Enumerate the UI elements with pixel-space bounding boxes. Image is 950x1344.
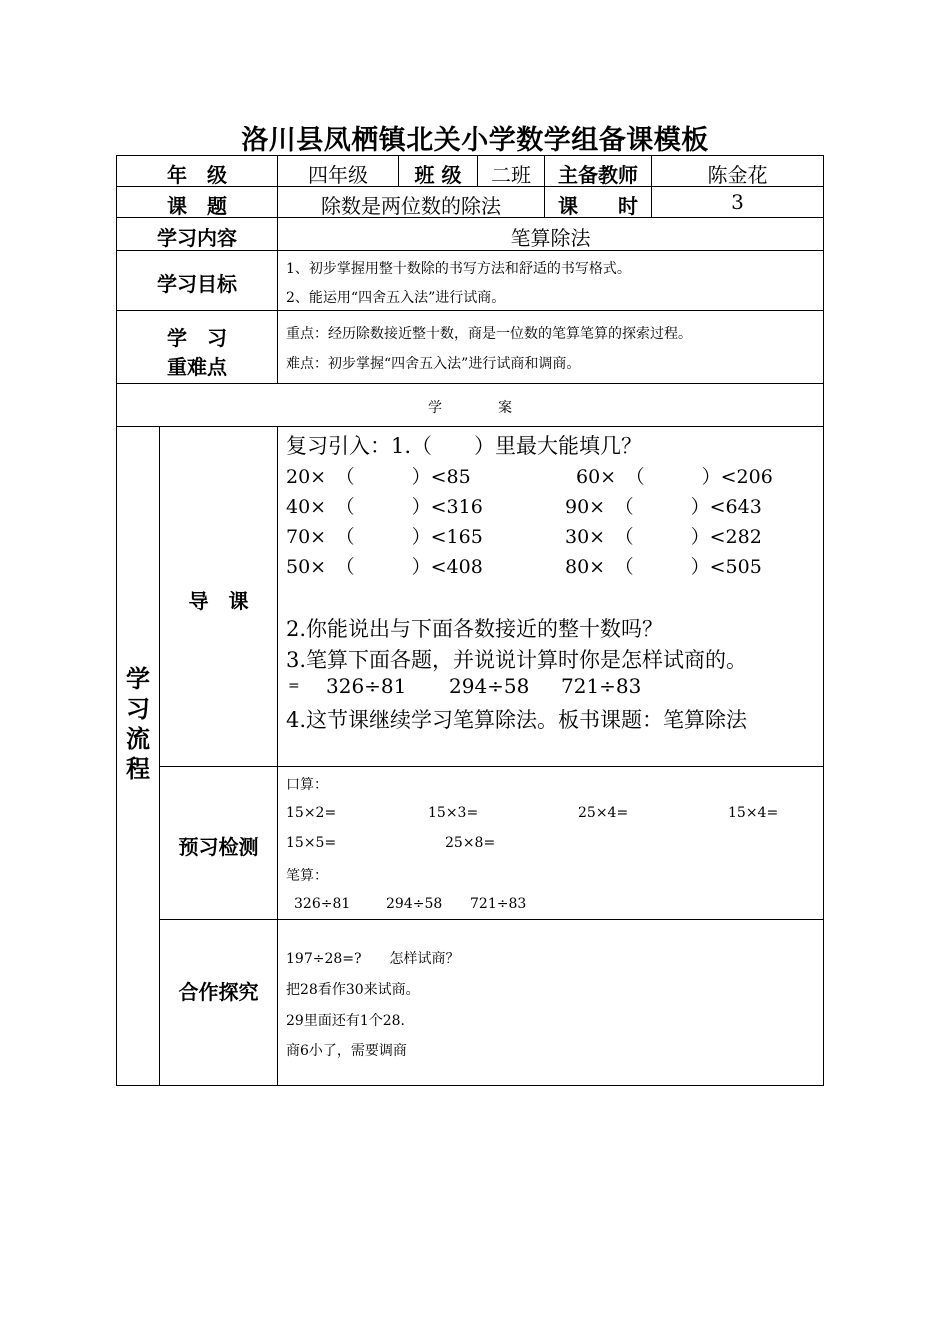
period-label: 课 时 — [558, 194, 638, 218]
explore-label: 合作探究 — [178, 980, 259, 1004]
grade-label: 年 级 — [167, 163, 227, 187]
intro-question-4: 4.这节课继续学习笔算除法。板书课题：笔算除法 — [286, 708, 748, 732]
explore-line: 29里面还有1个28. — [286, 1013, 405, 1029]
flow-label-char: 流 — [126, 725, 150, 753]
class-label: 班 级 — [414, 163, 462, 187]
fill-item: 60× （ ）<206 — [576, 466, 773, 488]
written-item: 294÷58 — [386, 896, 443, 912]
flow-label — [116, 664, 160, 784]
q3-item: 721÷83 — [561, 674, 642, 698]
q3-prefix: = — [288, 678, 300, 694]
preview-label: 预习检测 — [178, 835, 259, 859]
fill-item: 20× （ ）<85 — [286, 466, 471, 488]
written-item: 326÷81 — [294, 896, 351, 912]
oral-item: 15×2= — [286, 805, 337, 821]
explore-line: 把28看作30来试商。 — [286, 982, 420, 998]
goal-item: 1、初步掌握用整十数除的书写方法和舒适的书写格式。 — [286, 261, 631, 277]
preview-content-cell — [277, 766, 824, 920]
goals-label: 学习目标 — [157, 272, 237, 296]
content-value: 笔算除法 — [510, 226, 591, 250]
topic-value: 除数是两位数的除法 — [321, 194, 501, 218]
key-point: 重点：经历除数接近整十数，商是一位数的笔算笔算的探索过程。 — [286, 326, 692, 342]
written-item: 721÷83 — [470, 896, 527, 912]
content-label: 学习内容 — [157, 226, 237, 250]
fill-item: 90× （ ）<643 — [565, 496, 762, 518]
explore-content-cell — [277, 919, 824, 1086]
flow-label-char: 程 — [126, 755, 150, 783]
q3-item: 294÷58 — [449, 674, 530, 698]
key-label-line-2: 重难点 — [167, 355, 227, 379]
written-label: 笔算： — [286, 868, 328, 884]
flow-label-char: 习 — [126, 695, 150, 723]
intro-question-1: 复习引入：1.（ ）里最大能填几？ — [286, 434, 643, 458]
fill-item: 30× （ ）<282 — [565, 526, 762, 548]
grade-value: 四年级 — [308, 163, 368, 187]
fill-item: 50× （ ）<408 — [286, 556, 483, 578]
oral-item: 15×4= — [728, 805, 779, 821]
teacher-label: 主备教师 — [558, 163, 638, 187]
q3-item: 326÷81 — [326, 674, 407, 698]
intro-question-3: 3.笔算下面各题，并说说计算时你是怎样试商的。 — [286, 648, 748, 672]
key-label-line-1: 学 习 — [167, 326, 227, 350]
period-value: 3 — [731, 190, 744, 214]
document-title: 洛川县凤栖镇北关小学数学组备课模板 — [241, 125, 709, 156]
explore-line: 商6小了，需要调商 — [286, 1043, 407, 1059]
intro-question-2: 2.你能说出与下面各数接近的整十数吗？ — [286, 617, 664, 641]
flow-label-char: 学 — [126, 665, 150, 693]
key-point: 难点：初步掌握“四舍五入法”进行试商和调商。 — [286, 356, 581, 372]
goal-item: 2、能运用“四舍五入法”进行试商。 — [286, 290, 506, 306]
class-value: 二班 — [491, 163, 531, 187]
oral-item: 25×4= — [578, 805, 629, 821]
fill-item: 40× （ ）<316 — [286, 496, 483, 518]
oral-item: 25×8= — [445, 835, 496, 851]
oral-item: 15×3= — [428, 805, 479, 821]
oral-label: 口算： — [286, 777, 328, 793]
intro-label: 导 课 — [188, 589, 249, 613]
plan-header: 学 案 — [428, 400, 512, 416]
explore-line: 197÷28=? 怎样试商？ — [286, 951, 460, 967]
topic-label: 课 题 — [167, 194, 227, 218]
teacher-value: 陈金花 — [707, 163, 768, 187]
fill-item: 70× （ ）<165 — [286, 526, 483, 548]
oral-item: 15×5= — [286, 835, 337, 851]
fill-item: 80× （ ）<505 — [565, 556, 762, 578]
